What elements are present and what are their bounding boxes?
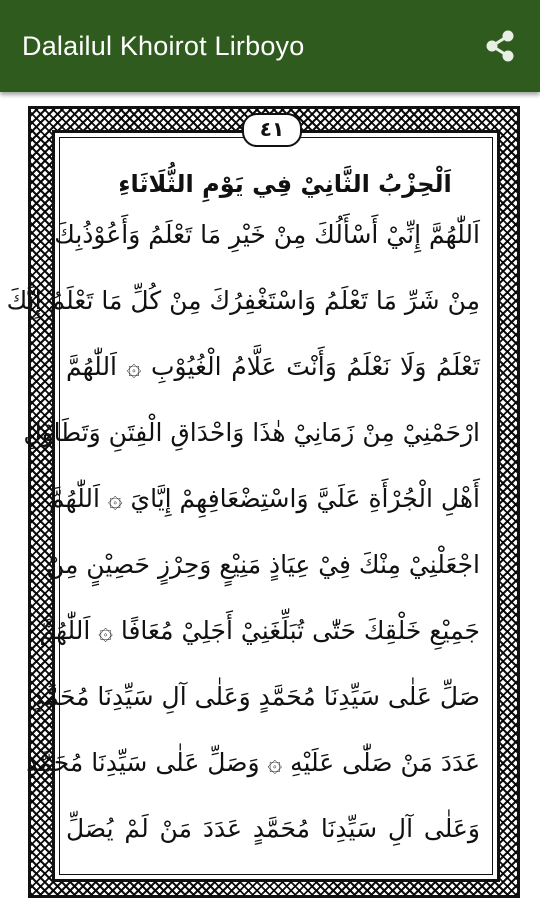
app-bar: [0, 0, 540, 92]
text-line-6: اجْعَلْنِيْ مِنْكَ فِيْ عِيَاذٍ مَنِيْعٍ وَحِرْزٍ حَصِيْنٍ مِنْ: [45, 550, 480, 579]
text-line-7: جَمِيْعِ خَلْقِكَ حَتّٰى تُبَلِّغَنِيْ أَجَلِيْ مُعَافًا ۞ اَللّٰهُمَّ: [39, 616, 480, 645]
section-heading: اَلْحِزْبُ الثَّانِيْ فِي يَوْمِ الثُّلَاثَاءِ: [118, 170, 452, 198]
text-line-4: ارْحَمْنِيْ مِنْ زَمَانِيْ هٰذَا وَاحْدَاقِ الْفِتَنِ وَتَطَاوُلِ: [23, 418, 480, 447]
text-line-8: صَلِّ عَلٰى سَيِّدِنَا مُحَمَّدٍ وَعَلٰى آلِ سَيِّدِنَا مُحَمَّدٍ: [32, 682, 480, 711]
scanned-page: [0, 92, 540, 900]
text-line-1: اَللّٰهُمَّ إِنِّيْ أَسْأَلُكَ مِنْ خَيْرِ مَا تَعْلَمُ وَأَعُوْذُبِكَ: [54, 220, 480, 249]
text-line-2: مِنْ شَرِّ مَا تَعْلَمُ وَاسْتَغْفِرُكَ مِنْ كُلِّ مَا تَعْلَمُ إِنَّكَ: [6, 286, 480, 315]
text-line-10: وَعَلٰى آلِ سَيِّدِنَا مُحَمَّدٍ عَدَدَ مَنْ لَمْ يُصَلِّ: [66, 814, 480, 843]
text-line-3: تَعْلَمُ وَلَا نَعْلَمُ وَأَنْتَ عَلَّامُ الْغُيُوْبِ ۞ اَللّٰهُمَّ: [66, 352, 480, 381]
text-line-5: أَهْلِ الْجُرْأَةِ عَلَيَّ وَاسْتِضْعَافِهِمْ إِيَّايَ ۞ اَللّٰهُمَّ: [48, 484, 480, 513]
text-line-9: عَدَدَ مَنْ صَلّٰى عَلَيْهِ ۞ وَصَلِّ عَلٰى سَيِّدِنَا مُحَمَّدٍ: [26, 748, 480, 777]
page-number: ٤١: [242, 113, 302, 147]
share-icon[interactable]: [482, 28, 518, 64]
app-title: Dalailul Khoirot Lirboyo: [22, 31, 305, 61]
